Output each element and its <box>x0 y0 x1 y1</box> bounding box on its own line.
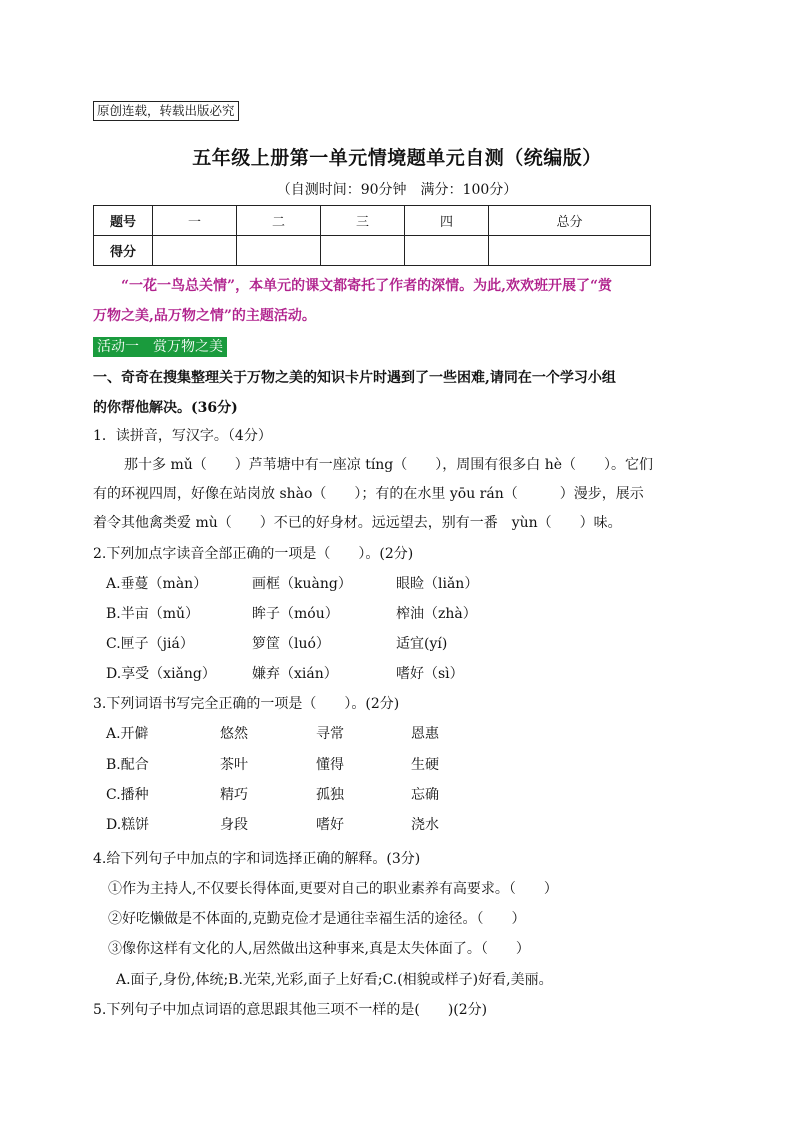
option-text: 嫌弃（xián） <box>252 666 338 682</box>
score-input-cell[interactable] <box>321 236 405 266</box>
option-text: 孤独 <box>316 787 344 803</box>
intro-text-line: 万物之美,品万物之情”的主题活动。 <box>93 308 316 324</box>
option-text: 茶叶 <box>220 757 248 773</box>
option-text: 嗜好 <box>316 817 344 833</box>
option-text: 箩筐（luó） <box>252 636 330 652</box>
option-text: 生硬 <box>411 757 439 773</box>
copyright-stamp: 原创连载，转载出版必究 <box>93 101 239 121</box>
option-text: B.半亩（mǔ） <box>106 606 200 622</box>
question-title: 1．读拼音，写汉字。（4分） <box>93 428 272 444</box>
page-title: 五年级上册第一单元情境题单元自测（统编版） <box>192 147 602 169</box>
question-item: ①作为主持人,不仅要长得体面,更要对自己的职业素养有高要求。（ ） <box>108 881 558 897</box>
page-subtitle: （自测时间：90分钟 满分：100分） <box>276 182 518 198</box>
option-text: 身段 <box>220 817 248 833</box>
option-text: 嗜好（sì） <box>396 666 464 682</box>
score-table-header-row <box>94 206 651 236</box>
option-text: A.开僻 <box>106 726 149 742</box>
option-text: 眼睑（liǎn） <box>396 576 479 592</box>
option-text: 眸子（móu） <box>252 606 339 622</box>
option-text: 榨油（zhà） <box>396 606 477 622</box>
question-title: 3.下列词语书写完全正确的一项是（ ）。(2分) <box>93 696 400 712</box>
score-input-cell[interactable] <box>489 236 651 266</box>
score-table-cell: 二 <box>237 206 321 236</box>
score-table-cell: 得分 <box>94 236 153 266</box>
option-text: 画框（kuàng） <box>252 576 352 592</box>
score-input-cell[interactable] <box>237 236 321 266</box>
score-table-score-row <box>94 236 651 266</box>
score-table-cell: 总分 <box>489 206 651 236</box>
option-text: 浇水 <box>411 817 439 833</box>
score-table-cell: 三 <box>321 206 405 236</box>
score-table-cell: 一 <box>153 206 237 236</box>
question-text-line: 着令其他禽类爱 mù（ ）不已的好身材。远远望去，别有一番 yùn（ ）味。 <box>93 515 622 531</box>
answer-choices: A.面子,身份,体统;B.光荣,光彩,面子上好看;C.(相貌或样子)好看,美丽。 <box>116 972 553 988</box>
option-text: D.糕饼 <box>106 817 150 833</box>
option-text: C.播种 <box>106 787 149 803</box>
option-text: 懂得 <box>316 757 344 773</box>
score-input-cell[interactable] <box>153 236 237 266</box>
score-table-cell: 题号 <box>94 206 153 236</box>
score-input-cell[interactable] <box>405 236 489 266</box>
question-title: 2.下列加点字读音全部正确的一项是（ ）。(2分) <box>93 546 414 562</box>
activity-banner: 活动一 赏万物之美 <box>93 337 227 357</box>
section-heading: 的你帮他解决。(36分) <box>93 400 238 416</box>
question-title: 4.给下列句子中加点的字和词选择正确的解释。(3分) <box>93 851 421 867</box>
score-table-cell: 四 <box>405 206 489 236</box>
question-item: ②好吃懒做是不体面的,克勤克俭才是通往幸福生活的途径。（ ） <box>108 911 526 927</box>
option-text: 悠然 <box>220 726 248 742</box>
option-text: A.垂蔓（màn） <box>106 576 208 592</box>
option-text: D.享受（xiǎng） <box>106 666 216 682</box>
question-text-line: 有的环视四周，好像在站岗放 shào（ ）；有的在水里 yōu rán（ ）漫步，展示 <box>93 486 644 502</box>
question-item: ③像你这样有文化的人,居然做出这种事来,真是太失体面了。（ ） <box>108 941 530 957</box>
option-text: 恩惠 <box>411 726 439 742</box>
intro-text-line: “一花一鸟总关情”，本单元的课文都寄托了作者的深情。为此,欢欢班开展了“赏 <box>121 278 613 294</box>
option-text: B.配合 <box>106 757 149 773</box>
option-text: 忘确 <box>411 787 439 803</box>
section-heading: 一、奇奇在搜集整理关于万物之美的知识卡片时遇到了一些困难,请同在一个学习小组 <box>93 370 616 386</box>
option-text: 寻常 <box>316 726 344 742</box>
option-text: C.匣子（jiá） <box>106 636 194 652</box>
option-text: 精巧 <box>220 787 248 803</box>
option-text: 适宜(yí) <box>396 636 448 652</box>
score-table <box>93 205 651 266</box>
question-title: 5.下列句子中加点词语的意思跟其他三项不一样的是( )(2分) <box>93 1002 488 1018</box>
question-text-line: 那十多 mǔ（ ）芦苇塘中有一座凉 tíng（ ），周围有很多白 hè（ ）。它们 <box>124 457 654 473</box>
